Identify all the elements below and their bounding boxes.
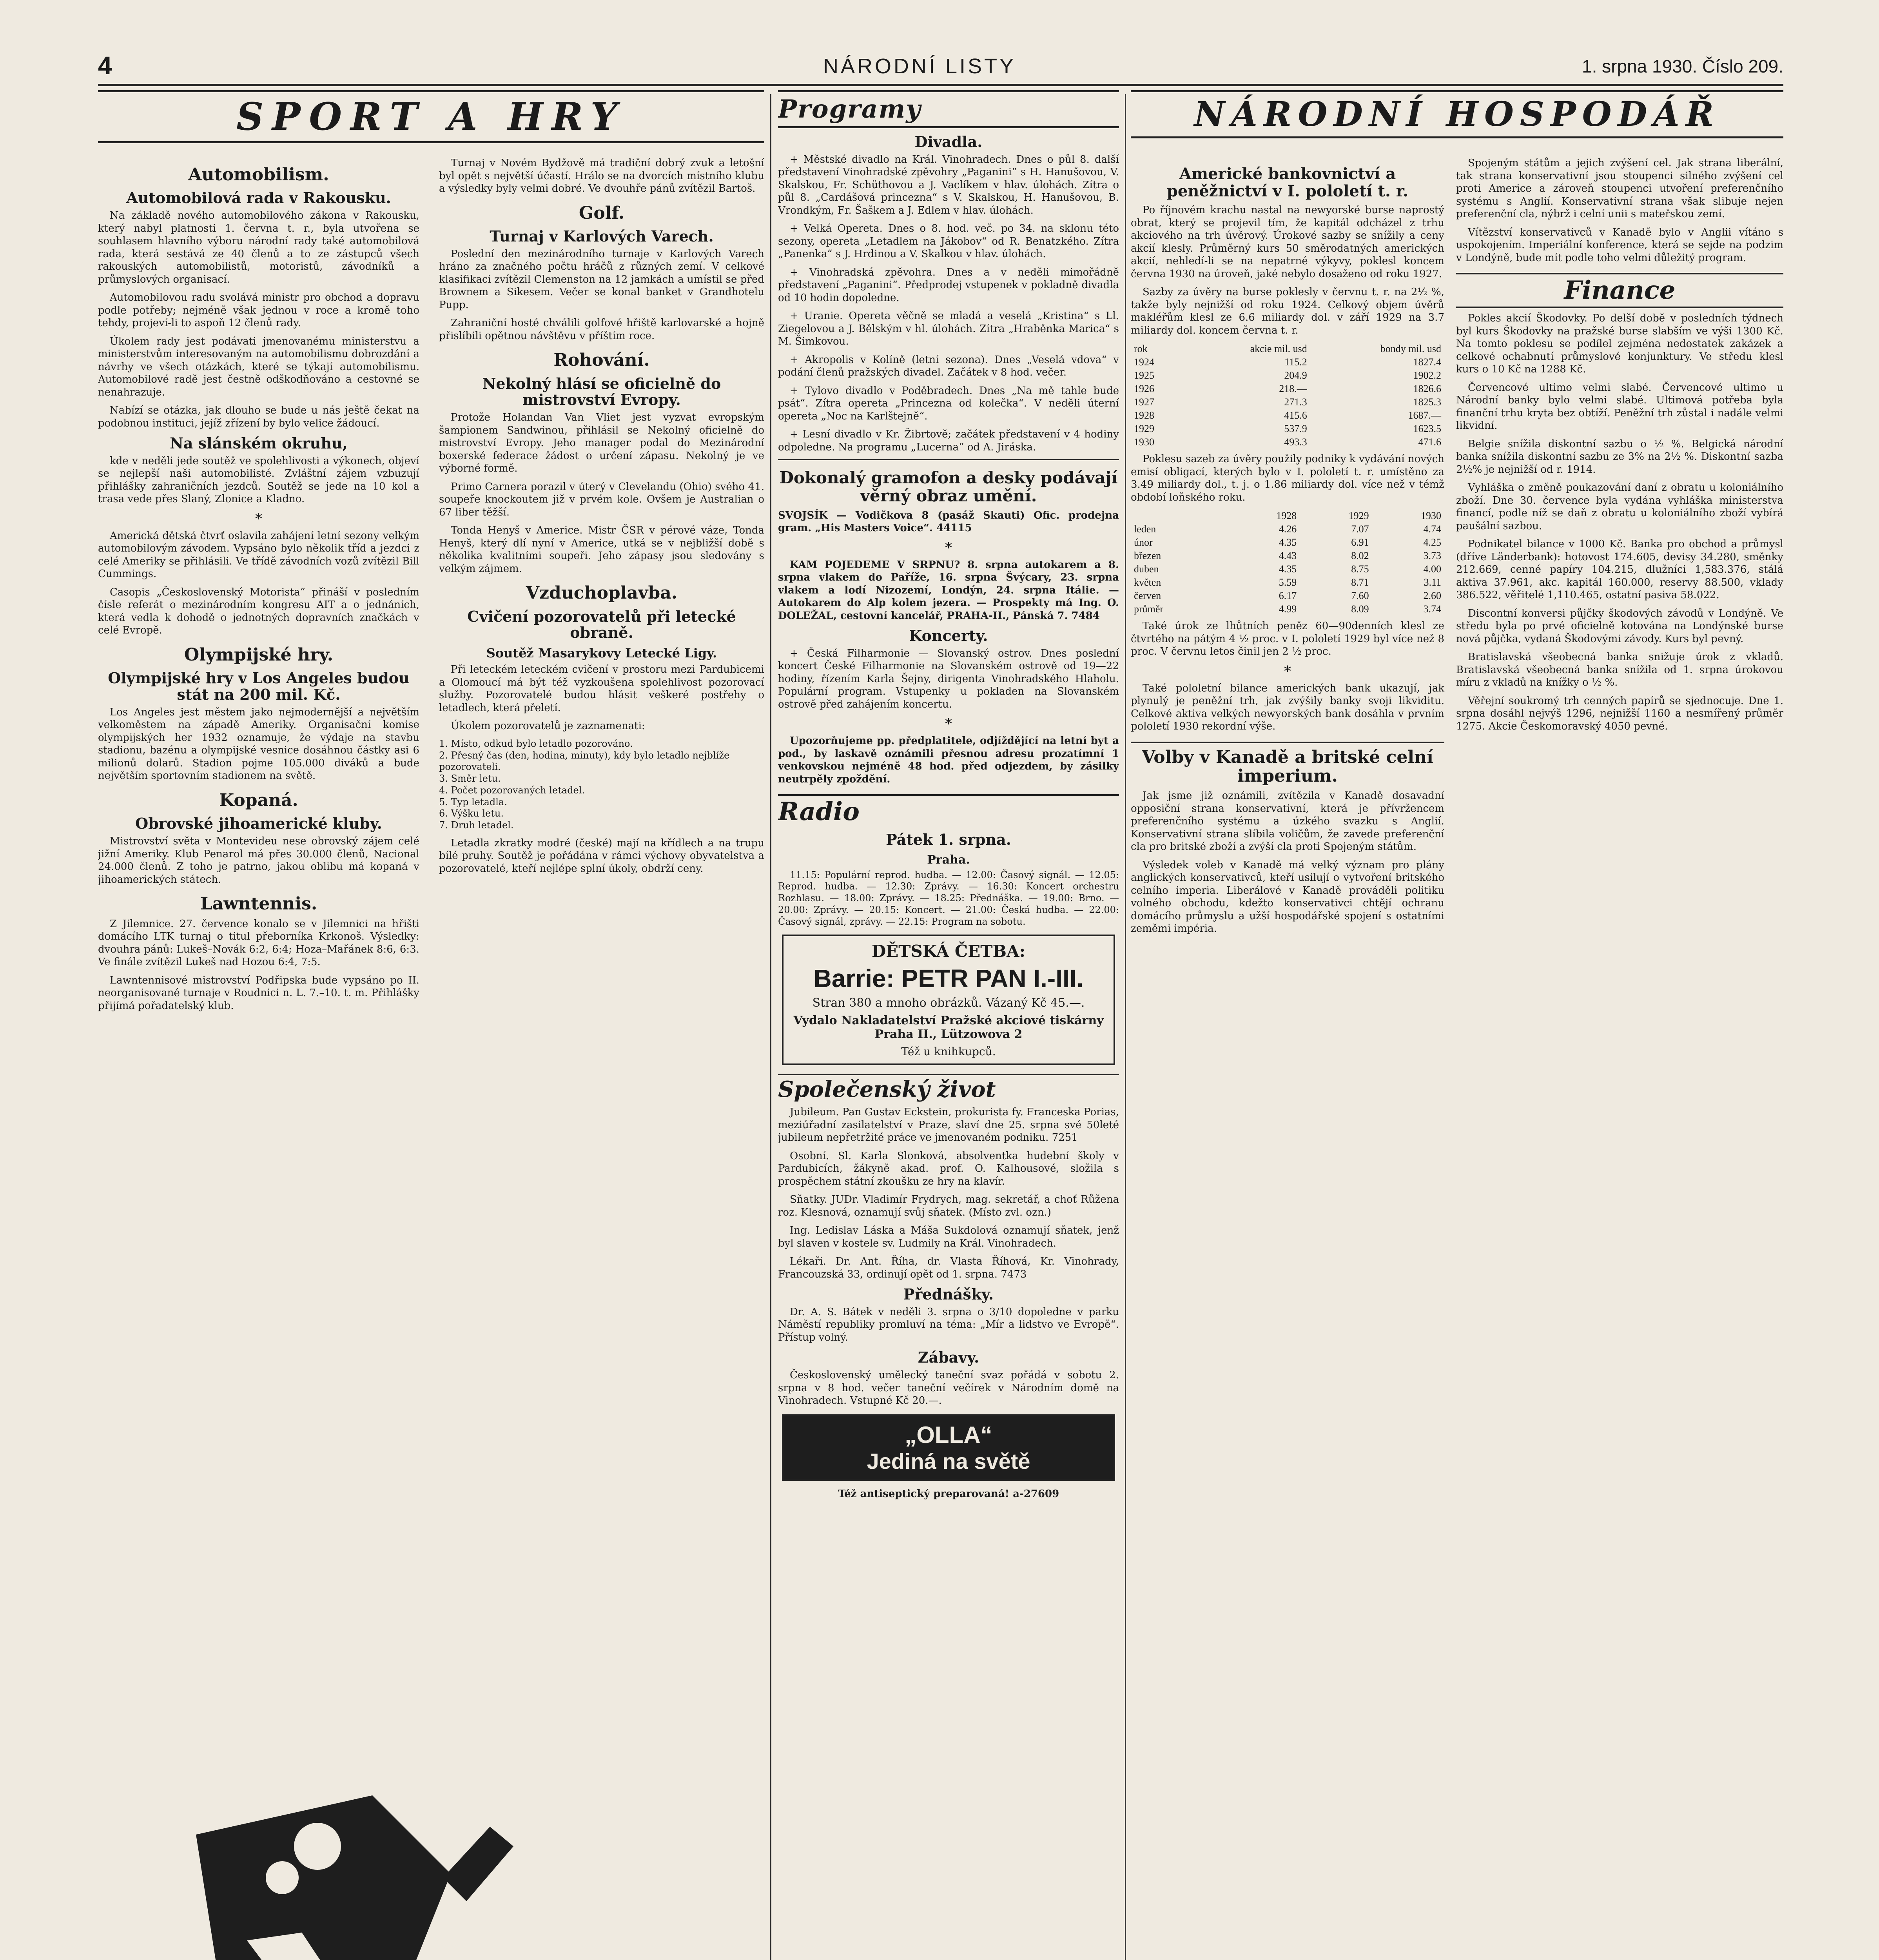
table-row <box>1131 422 1444 436</box>
column-rule <box>770 94 771 1960</box>
table-cell: 1925 <box>1134 370 1154 381</box>
auto-paragraph: Nabízí se otázka, jak dlouho se bude u nás ještě čekat na podobnou instituci, jejíž zřízení by bylo velice žádoucí. <box>98 405 419 429</box>
olympic-paragraph: Los Angeles jest městem jako nejmodernější a největším velkoměstem na západě Ameriky. Organisační komise olympijských her 1932 oznamuje, že výdaje na stavbu stadionu, bazénu a olympijské vesnice dosáhnou částky asi 6 milionů dolarů. Stadion pojme 105.000 diváků a bude největším sportovním stadionem na světě. <box>98 706 419 782</box>
lectures-title: Přednášky. <box>903 1285 994 1303</box>
slansko-paragraph: kde v neděli jede soutěž ve spolehlivosti a výkonech, objeví se nejlepší naši automobilisté. Zvláštní zájem vzbuzují přihlášky zahraničních jezdců. Soutěž se jede na 10 kol a trasa vede přes Slaný, Zlonice a Kladno. <box>98 455 419 505</box>
radio-date: Pátek 1. srpna. <box>886 830 1011 848</box>
table-cell: 204.9 <box>1284 370 1307 381</box>
table-cell: 1623.5 <box>1413 423 1441 434</box>
gramophone-ad <box>778 459 1119 534</box>
divadla-paragraph: + Akropolis v Kolíně (letní sezona). Dnes „Veselá vdova“ v podání členů pražských divadel. Začátek v 8 hod. večer. <box>778 354 1119 379</box>
divadla-paragraph: + Velká Opereta. Dnes o 8. hod. več. po 34. na sklonu této sezony, opereta „Letadlem na Jákobov“ od R. Benatzkého. Zítra „Panenka“ s J. Hrdinou a V. Skalkou v hlav. úlohách. <box>778 223 1119 260</box>
gramophone-ad-body: SVOJSÍK — Vodičkova 8 (pasáž Skauti) Ofic. prodejna gram. „His Masters Voice“. 44115 <box>778 509 1119 534</box>
table-cell: 1929 <box>1134 423 1154 434</box>
book-ad-publisher: Vydalo Nakladatelství Pražské akciové tiskárny Praha II., Lützowova 2 <box>793 1014 1104 1042</box>
tennis-paragraph: Lawntennisové mistrovství Podřipska bude vypsáno po II. neorganisované turnaje v Roudnici n. L. 7.–10. t. m. Přihlášky přijímá pořadatelský klub. <box>98 974 419 1012</box>
sport-paragraph: Casopis „Československý Motorista“ přináší v posledním čísle referát o mezinárodním kongresu AIT a o jednáních, která vedla k dohodě o jednotných dopravních značkách v celé Evropě. <box>98 586 419 637</box>
aviation-paragraph: Letadla zkratky modré (české) mají na křídlech a na trupu bílé pruhy. Soutěž je pořádána v rámci výchovy obyvatelstva a pozorovatelé, kteří nejlépe splní úkoly, obdrží ceny. <box>439 837 764 875</box>
aviation-list-item: 4. Počet pozorovaných letadel. <box>439 784 585 796</box>
table-row <box>1131 576 1444 589</box>
golf-paragraph: Poslední den mezinárodního turnaje v Karlových Varech hráno za značného počtu hráčů z různých zemí. V celkové klasifikaci zvítězil Clemenston na 12 jamkách a umístil se před Brownem a Sikesem. Večer se konal banket v Grandhotelu Pupp. <box>439 248 764 311</box>
aviation-paragraph: Při leteckém leteckém cvičení v prostoru mezi Pardubicemi a Olomoucí má být též vyzkoušena spolehlivost pozorovací služby. Pozorovatelé budou hlásit veškeré postřehy o letadlech, která přeletí. <box>439 664 764 714</box>
sport-col-1 <box>98 157 419 1018</box>
table-row <box>1131 356 1444 369</box>
table-cell: průměr <box>1134 603 1164 615</box>
slansko-title: Na slánském okruhu, <box>170 434 348 452</box>
gramophone-ad-title: Dokonalý gramofon a desky podávají věrný obraz umění. <box>779 468 1118 506</box>
finance-paragraph: Discontní konversi půjčky škodových závodů v Londýně. Ve středu byla po prvé oficielně kotována na Londýnské burse nová půjčka, vydaná Škodovými závody. Kurs byl pevný. <box>1456 607 1783 645</box>
canada-paragraph: Vítězství konservativců v Kanadě bylo v Anglii vítáno s uspokojením. Imperiální konference, která se sejde na podzim v Londýně, bude mít podle toho velmi důležitý program. <box>1456 226 1783 264</box>
table-header-cell: akcie mil. usd <box>1250 343 1307 354</box>
table-cell: 1687.— <box>1408 410 1441 421</box>
emissions-table <box>1131 342 1444 449</box>
table-cell: 8.09 <box>1351 603 1369 615</box>
separator-star: * <box>945 540 952 556</box>
olla-ad-brand: „OLLA“ <box>905 1421 992 1448</box>
social-paragraph: Ing. Ledislav Láska a Máša Sukdolová oznamují sňatek, jenž byl slaven v kostele sv. Ludmily na Král. Vinohradech. <box>778 1225 1119 1249</box>
auto-subtitle: Automobilová rada v Rakousku. <box>126 189 391 207</box>
flit-illustration <box>98 1737 764 1960</box>
book-ad-buy: Též u knihkupců. <box>901 1045 996 1058</box>
aviation-list <box>439 738 764 831</box>
table-cell: 3.74 <box>1423 603 1441 615</box>
entertainment-paragraph: Československý umělecký taneční svaz pořádá v sobotu 2. srpna v 8 hod. večer taneční večírek v Národním domě na Vinohradech. Vstupné Kč 20.—. <box>778 1369 1119 1407</box>
table-row <box>1131 523 1444 536</box>
social-title: Společenský život <box>778 1074 1119 1102</box>
table-cell: 4.74 <box>1423 523 1441 535</box>
table-cell: leden <box>1134 523 1156 535</box>
olympic-subtitle: Olympijské hry v Los Angeles budou stát na 200 mil. Kč. <box>108 669 410 704</box>
dateline: 1. srpna 1930. Číslo 209. <box>1582 56 1783 76</box>
aviation-list-item: 2. Přesný čas (den, hodina, minuty), kdy bylo letadlo nejblíže pozorovateli. <box>439 750 730 773</box>
finance-paragraph: Podnikatel bilance v 1000 Kč. Banka pro obchod a průmysl (dříve Länderbank): hotovost 174.605, devisy 34.280, směnky 212.669, cenné papíry 104.215, dlužníci 1,583.376, stálá aktiva 37.961, akc. kapitál 160.000, reservy 88.500, vklady 386.522, věřitelé 1,110.465, ostatní pasiva 58.022. <box>1456 538 1783 601</box>
narodni-hospodar-section <box>1131 90 1783 1960</box>
banking-paragraph: Po říjnovém krachu nastal na newyorské burse naprostý obrat, který se projevil tím, že kapitál odcházel z trhu akciového na trh úvěrový. Úrokové sazby se snížily a ceny akcií klesly. Průměrný kurs 50 směrodatných amerických akcií, nehledí-li se na nepatrné výkyvy, poklesl koncem června 1930 na úroveň, jaké nebylo dosaženo od roku 1927. <box>1131 204 1444 280</box>
radio-title: Radio <box>778 794 1119 826</box>
entertainment-title: Zábavy. <box>918 1348 979 1367</box>
table-cell: 537.9 <box>1284 423 1307 434</box>
banking-paragraph: Sazby za úvěry na burse poklesly v červnu t. r. na 2½ %, takže byly nejnižší od roku 1924. Celkový objem úvěrů makléřům klesl ze 6.6 miliardy dol. v září 1929 na 3.7 miliardy dol. koncem června t. r. <box>1131 286 1444 336</box>
flit-advertisement <box>98 1737 764 1960</box>
table-row <box>1131 603 1444 616</box>
table-cell: 1926 <box>1134 383 1154 394</box>
table-cell: 6.91 <box>1351 537 1369 548</box>
column-rule <box>1125 94 1126 1960</box>
table-cell: červen <box>1134 590 1161 601</box>
divadla-paragraph: + Městské divadlo na Král. Vinohradech. Dnes o půl 8. další představení Vinohradské zpěvohry „Paganini“ s H. Hanušovou, V. Skalskou, Fr. Schüthovou a J. Vaclíkem v hlav. úlohách. Zítra o půl 8. „Cardášová princezna“ s V. Skalskou, H. Hanušovou, B. Vrondkým, Fr. Šaškem a J. Edlem v hlav. úlohách. <box>778 153 1119 216</box>
finance-paragraph: Červencové ultimo velmi slabé. Červencové ultimo u Národní banky bylo velmi slabé. Ultimová potřeba byla finanční trhu kryta bez obtíží. Peněžní trh zůstal i nadále velmi likvidní. <box>1456 381 1783 432</box>
table-header-cell: 1930 <box>1421 510 1441 521</box>
aviation-list-item: 7. Druh letadel. <box>439 820 514 831</box>
table-cell: 4.43 <box>1279 550 1297 561</box>
radio-program: 11.15: Populární reprod. hudba. — 12.00: Časový signál. — 12.05: Reprod. hudba. — 12.30: Zprávy. — 16.30: Koncert orchestru Rozhlasu. — 18.00: Zprávy. — 18.25: Přednáška. — 19.00: Brno. — 20.00: Zprávy. — 20.15: Koncert. — 21.00: Česká hudba. — 22.00: Časový signál, zprávy. — 22.15: Program na sobotu. <box>778 869 1119 927</box>
table-row <box>1131 382 1444 396</box>
table-row <box>1131 563 1444 576</box>
finance-paragraph: Věřejní soukromý trh cenných papírů se sjednocuje. Dne 1. srpna dosáhl nejvýš 1296, nejnižší 1160 a nesmířený průměr 1275. Akcie Českomoravský 4050 pevné. <box>1456 695 1783 732</box>
table-cell: 1930 <box>1134 436 1154 448</box>
aviation-subtitle-2: Soutěž Masarykovy Letecké Ligy. <box>486 646 717 661</box>
table-cell: květen <box>1134 577 1161 588</box>
table-cell: 4.35 <box>1279 563 1297 575</box>
table-cell: 1825.3 <box>1413 396 1441 408</box>
golf-paragraph: Zahraniční hosté chválili golfové hřiště karlovarské a hojně přislíbili opětnou návštěvu v příštím roce. <box>439 317 764 342</box>
table-header-cell: rok <box>1134 343 1148 354</box>
table-cell: 218.— <box>1279 383 1307 394</box>
table-header-cell: 1928 <box>1276 510 1297 521</box>
aviation-list-item: 3. Směr letu. <box>439 773 501 784</box>
interest-rate-table <box>1131 509 1444 616</box>
football-paragraph: Mistrovství světa v Montevideu nese obrovský zájem celé jižní Ameriky. Klub Penarol má přes 30.000 členů, Nacional 24.000 členů. Z toho je patrno, jakou oblibu má kopaná v jihoamerických státech. <box>98 835 419 886</box>
emissions-table-body <box>1131 356 1444 449</box>
table-cell: 8.75 <box>1351 563 1369 575</box>
banking-paragraph: Také úrok ze lhůtních peněz 60—90denních klesl ze čtvrtého na pátým 4 ½ proc. v I. pololetí 1929 byl více než 8 proc. V červnu letos činil jen 2 ½ proc. <box>1131 620 1444 657</box>
boxing-subtitle: Nekolný hlásí se oficielně do mistrovství Evropy. <box>482 374 721 409</box>
table-cell: 8.02 <box>1351 550 1369 561</box>
interest-rate-table-body <box>1131 523 1444 616</box>
aviation-list-item: 5. Typ letadla. <box>439 796 507 808</box>
olla-ad-main: Jediná na světě <box>867 1448 1030 1474</box>
banking-paragraph: Poklesu sazeb za úvěry použily podniky k vydávání nových emisí obligací, kterých bylo v I. pololetí t. r. umístěno za 3.49 miliardy dol., t. j. o 1.86 miliardy dol. více než v témž období loňského roku. <box>1131 453 1444 503</box>
table-cell: 1826.6 <box>1413 383 1441 394</box>
table-cell: 471.6 <box>1418 436 1441 448</box>
table-cell: 2.60 <box>1423 590 1441 601</box>
social-paragraph: Osobní. Sl. Karla Slonková, absolventka hudební školy v Pardubicích, žákyně akad. prof. O. Kalhousové, složila s prospěchem státní zkoušku ze hry na klavír. <box>778 1150 1119 1187</box>
book-ad-title: Barrie: PETR PAN I.-III. <box>813 964 1084 993</box>
separator-star: * <box>945 716 952 733</box>
table-cell: 271.3 <box>1284 396 1307 408</box>
table-cell: 415.6 <box>1284 410 1307 421</box>
canada-paragraph: Výsledek voleb v Kanadě má velký význam pro plány anglických konservativců, kteří usilují o vytvoření britského celního imperia. Liberálové v Kanadě prováděli politiku volného obchodu, kdežto konservativci chtějí ochranu domácího průmyslu a užší hospodářské spojení s ostatními zeměmi impéria. <box>1131 859 1444 935</box>
table-cell: 1924 <box>1134 356 1154 368</box>
koncerty-paragraph: + Česká Filharmonie — Slovanský ostrov. Dnes poslední koncert České Filharmonie na Slovanském ostrově od 19—22 hodiny, řízením Karla Šejny, dirigenta Vinohradského Hlaholu. Populární program. Vstupenky u pokladen na Slovanském ostrově před zahájením koncertu. <box>778 647 1119 710</box>
table-cell: 4.25 <box>1423 537 1441 548</box>
table-cell: 493.3 <box>1284 436 1307 448</box>
table-cell: 3.73 <box>1423 550 1441 561</box>
table-row <box>1131 589 1444 603</box>
table-cell: 1902.2 <box>1413 370 1441 381</box>
header-rule <box>98 84 1783 86</box>
table-cell: 1928 <box>1134 410 1154 421</box>
aviation-list-item: 6. Výšku letu. <box>439 808 504 819</box>
divadla-paragraph: + Lesní divadlo v Kr. Žibrtově; začátek představení v 4 hodiny odpoledne. Na programu „Lucerna“ od A. Jiráska. <box>778 428 1119 453</box>
finance-paragraph: Belgie snížila diskontní sazbu o ½ %. Belgická národní banka snížila diskontní sazbu ze 3% na 2½ %. Diskontní sazba 2½% je nejnižší od r. 1914. <box>1456 438 1783 475</box>
aviation-list-intro: Úkolem pozorovatelů je zaznamenati: <box>451 720 645 732</box>
canada-paragraph: Jak jsme již oznámili, zvítězila v Kanadě dosavadní opposiční strana konservativní, která je přívržencem preferenčního systému a úzkého svazku s Anglií. Konservativní strana slíbila voličům, že zavede preferenční cla pro britské zboží a zvýší cla proti Spojeným státům. <box>1131 790 1444 853</box>
social-paragraph: Sňatky. JUDr. Vladimír Frydrych, mag. sekretář, a choť Růžena roz. Klesnová, oznamují svůj sňatek. (Místo zvl. ozn.) <box>778 1194 1119 1218</box>
social-paragraph: Lékaři. Dr. Ant. Říha, dr. Vlasta Říhová, Kr. Vinohrady, Francouzská 33, ordinují opět od 1. srpna. 7473 <box>778 1256 1119 1280</box>
table-header-cell: 1929 <box>1348 510 1369 521</box>
table-row <box>1131 536 1444 549</box>
radio-city: Praha. <box>927 853 970 867</box>
narodni-section-title: NÁRODNÍ HOSPODÁŘ <box>1131 90 1783 138</box>
boxing-title: Rohování. <box>553 350 650 370</box>
auto-title: Automobilism. <box>188 165 329 185</box>
sport-section-title: SPORT A HRY <box>98 90 764 143</box>
programy-section <box>778 90 1119 1960</box>
auto-paragraph: Automobilovou radu svolává ministr pro obchod a dopravu podle potřeby; nejméně však jednou v roce a kromě toho tehdy, projeví-li to aspoň 12 členů rady. <box>98 292 419 329</box>
economy-col-2 <box>1456 157 1783 738</box>
table-cell: 8.71 <box>1351 577 1369 588</box>
table-cell: 4.00 <box>1423 563 1441 575</box>
banking-paragraph: Také pololetní bilance amerických bank ukazují, jak plynulý je peněžní trh, jak zvýšily banky svoji likviditu. Celkové aktiva velkých newyorských bank dosáhla v prvním pololetí 1930 rekordní výše. <box>1131 682 1444 732</box>
table-cell: 4.99 <box>1279 603 1297 615</box>
finance-paragraph: Vyhláška o změně poukazování daní z obratu u koloniálního zboží. Dne 30. července byla vydána vyhláška ministerstva financí, podle níž se daň z obratu u koloniálního zboží vybírá paušální sazbou. <box>1456 482 1783 532</box>
table-row <box>1131 436 1444 449</box>
tennis-paragraph: Z Jilemnice. 27. července konalo se v Jilemnici na hřišti domácího LTK turnaj o titul přeborníka Krkonoš. Výsledky: dvouhra pánů: Lukeš–Novák 6:2, 6:4; Hoza–Mařánek 8:6, 6:3. Ve finále zvítězil Lukeš nad Hozou 6:4, 7:5. <box>98 918 419 968</box>
separator-star: * <box>1284 663 1291 680</box>
economy-col-1 <box>1131 157 1444 941</box>
divadla-paragraph: + Tylovo divadlo v Poděbradech. Dnes „Na mě tahle bude psát“. Zítra opereta „Princezna od kolečka“. V neděli úterní opereta „Noc na Karlštejně“. <box>778 385 1119 422</box>
golf-title: Golf. <box>579 203 625 223</box>
canada-paragraph: Spojeným státům a jejich zvýšení cel. Jak strana liberální, tak strana konservativní jsou stoupenci silného zvýšení cel proti Americe a zároveň stoupenci utvoření preferenčního systému s Anglií. Konservativní strana však slibuje nejen preferenční cla, nýbrž i celní unii s mateřskou zemí. <box>1456 157 1783 220</box>
finance-paragraph: Bratislavská všeobecná banka snižuje úrok z vkladů. Bratislavská všeobecná banka snížila od 1. srpna úrokovou míru z vkladů na knížky o ½ %. <box>1456 651 1783 689</box>
table-cell: 7.07 <box>1351 523 1369 535</box>
koncerty-title: Koncerty. <box>909 627 988 645</box>
finance-title: Finance <box>1456 273 1783 308</box>
masthead: NÁRODNÍ LISTY <box>823 54 1016 78</box>
book-advertisement <box>782 935 1115 1065</box>
table-row <box>1131 549 1444 563</box>
table-cell: 6.17 <box>1279 590 1297 601</box>
social-paragraph: Jubileum. Pan Gustav Eckstein, prokurista fy. Franceska Porias, meziúřadní zasilatelství v Praze, slaví dne 25. srpna své 50leté jubileum nepřetržité práce ve jmenovaném podniku. 7251 <box>778 1106 1119 1143</box>
table-cell: březen <box>1134 550 1161 561</box>
sport-paragraph: Turnaj v Novém Bydžově má tradiční dobrý zvuk a letošní byl opět s největší účastí. Hrálo se na dvorcích místního klubu a výsledky byly velmi dobré. Ve dvouhře pánů zvítězil Bartoš. <box>439 157 764 194</box>
boxing-paragraph: Tonda Henyš v Americe. Mistr ČSR v pérové váze, Tonda Henyš, který dlí nyní v Americe, utká se v nejbližší době s několika kvalitními soupeři. Jeho zápasy jsou sledovány s velkým zájmem. <box>439 524 764 575</box>
sport-paragraph: Americká dětská čtvrť oslavila zahájení letní sezony velkým automobilovým závodem. Vypsáno bylo několik tříd a jezdci z celé Ameriky se přihlásili. Ve třídě závodních vozů zvítězil Bill Cummings. <box>98 530 419 580</box>
table-row <box>1131 369 1444 382</box>
olla-ad-footer: Též antiseptický preparovaná! a-27609 <box>838 1488 1059 1500</box>
travel-ad: KAM POJEDEME V SRPNU? 8. srpna autokarem a 8. srpna vlakem do Paříže, 16. srpna Švýcary, 23. srpna vlakem a lodí Nizozemí, Londýn, 24. srpna Itálie. — Autokarem do Alp kolem jezera. — Prospekty má Ing. O. DOLEŽAL, cestovní kancelář, PRAHA-II., Pánská 7. 7484 <box>778 559 1119 622</box>
aviation-list-item: 1. Místo, odkud bylo letadlo pozorováno. <box>439 738 633 749</box>
football-subtitle: Obrovské jihoamerické kluby. <box>135 815 382 833</box>
auto-paragraph: Na základě nového automobilového zákona v Rakousku, který nabyl platnosti 1. června t. r., byla utvořena se souhlasem hlavního výboru národní rady také automobilová rada, která sestává ze 40 členů a to ze zástupců všech rakouských automobilistů, motoristů, závodníků a průmyslových organisací. <box>98 210 419 285</box>
olympic-title: Olympijské hry. <box>184 644 334 665</box>
sport-col-2 <box>439 157 764 880</box>
programy-section-title: Programy <box>778 90 1119 128</box>
divadla-title: Divadla. <box>914 133 983 151</box>
finance-paragraph: Pokles akcií Škodovky. Po delší době v posledních týdnech byl kurs Škodovky na pražské burse slabším ve výši 1300 Kč. Na tomto poklesu se podílel zejména nedostatek zakázek a celkové ochabnutí průmyslové konjunktury. Ve středu klesl kurs o 10 Kč na 1288 Kč. <box>1456 312 1783 376</box>
book-ad-top: DĚTSKÁ ČETBA: <box>871 942 1026 961</box>
football-title: Kopaná. <box>219 790 298 810</box>
table-cell: 4.26 <box>1279 523 1297 535</box>
table-cell: 1927 <box>1134 396 1154 408</box>
olla-advertisement <box>782 1414 1115 1481</box>
sport-section <box>98 90 764 1960</box>
table-cell: 4.35 <box>1279 537 1297 548</box>
page-number: 4 <box>98 51 112 80</box>
page-header <box>98 51 1783 78</box>
table-header-cell <box>1131 509 1228 523</box>
aviation-title: Vzduchoplavba. <box>526 583 678 603</box>
canada-title: Volby v Kanadě a britské celní imperium. <box>1131 742 1444 786</box>
book-ad-mid: Stran 380 a mnoho obrázků. Vázaný Kč 45.—. <box>812 996 1085 1010</box>
table-row <box>1131 396 1444 409</box>
table-header-cell: bondy mil. usd <box>1380 343 1441 354</box>
table-cell: 115.2 <box>1284 356 1307 368</box>
lectures-paragraph: Dr. A. S. Bátek v neděli 3. srpna o 3/10 dopoledne v parku Náměstí republiky promluví na téma: „Mír a lidstvo ve Evropě“. Přístup volný. <box>778 1306 1119 1343</box>
separator-star: * <box>255 511 262 527</box>
banking-title: Americké bankovnictví a peněžnictví v I. pololetí t. r. <box>1166 165 1409 200</box>
table-cell: 7.60 <box>1351 590 1369 601</box>
table-cell: 3.11 <box>1424 577 1441 588</box>
auto-paragraph: Úkolem rady jest podávati jmenovanému ministerstvu a ministerstvům interesovaným na automobilismu dobrozdání a návrhy ve všech otázkách, které se týkají automobilismu. Automobilové radě jest čestně odškodňováno a cestovné se nenahrazuje. <box>98 335 419 398</box>
table-cell: duben <box>1134 563 1159 575</box>
boxing-paragraph: Primo Carnera porazil v úterý v Clevelandu (Ohio) svého 41. soupeře knockoutem již v prvém kole. Ovšem je Australian o 67 liber těžší. <box>439 481 764 518</box>
golf-subtitle: Turnaj v Karlových Varech. <box>490 227 714 245</box>
table-row <box>1131 409 1444 422</box>
divadla-paragraph: + Uranie. Opereta věčně se mladá a veselá „Kristina“ s Ll. Ziegelovou a J. Bělským v hl. úlohách. Zítra „Hraběnka Marica“ s M. Šimkovou. <box>778 310 1119 348</box>
table-cell: 1827.4 <box>1413 356 1441 368</box>
boxing-paragraph: Protože Holandan Van Vliet jest vyzvat evropským šampionem Sandwinou, přihlásil se Nekolný oficielně do mistrovství Evropy. Jeho manager podal do Mezinárodní boxerské federace žádost o určení zápasu. Nekolný je ve výborné formě. <box>439 412 764 475</box>
subscriber-notice: Upozorňujeme pp. předplatitele, odjíždějící na letní byt a pod., by laskavě oznámili přesnou adresu prozatímní 1 venkovskou nejméně 48 hod. před odjezdem, by zásilky neutrpěly zpoždění. <box>778 735 1119 785</box>
divadla-paragraph: + Vinohradská zpěvohra. Dnes a v neděli mimořádně představení „Paganini“. Předprodej vstupenek v pokladně divadla od 10 hodin dopoledne. <box>778 266 1119 304</box>
table-cell: 5.59 <box>1279 577 1297 588</box>
aviation-subtitle: Cvičení pozorovatelů při letecké obraně. <box>467 607 736 642</box>
tennis-title: Lawntennis. <box>200 894 317 914</box>
table-cell: únor <box>1134 537 1153 548</box>
